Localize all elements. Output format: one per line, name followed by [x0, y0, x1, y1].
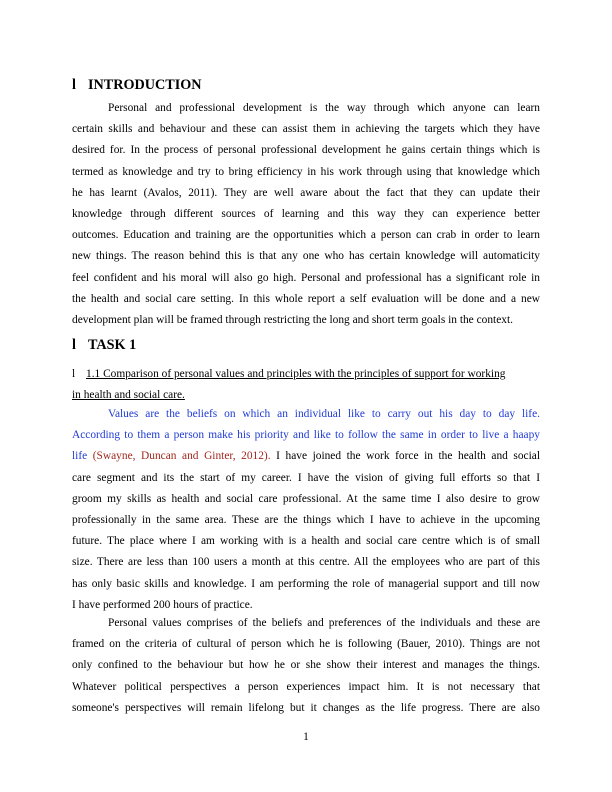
paragraph-line: size. There are less than 100 users a month at this centre. All the employees who are part of this	[72, 556, 540, 569]
paragraph-line: only confined to the behaviour but how he or she show their interest and manages the things.	[72, 659, 540, 672]
paragraph-line: Personal values comprises of the beliefs and preferences of the individuals and these are	[108, 617, 540, 629]
paragraph-line: termed as knowledge and try to bring efficiency in his work through using that knowledge which	[72, 165, 540, 178]
paragraph-line: has only basic skills and knowledge. I am performing the role of managerial support and till now	[72, 577, 540, 590]
paragraph-line: he has learnt (Avalos, 2011). They are well aware about the fact that they can update their	[72, 186, 540, 199]
introduction-heading	[72, 77, 202, 93]
paragraph-line: Values are the beliefs on which an individual like to carry out his day to day life.	[108, 408, 540, 420]
bullet-marker: l	[72, 77, 76, 93]
task-1-heading	[72, 337, 136, 353]
paragraph-line: the health and social care setting. In this whole report a self evaluation will be done and a new	[72, 292, 540, 305]
paragraph-line: outcomes. Education and training are the opportunities which a person can crab in order to learn	[72, 229, 540, 242]
subsection-title-line1: 1.1 Comparison of personal values and principles with the principles of support for working	[86, 368, 506, 380]
paragraph-line: According to them a person make his priority and like to follow the same in order to live a haapy	[72, 429, 540, 442]
blue-text: life	[72, 450, 93, 463]
subsection-title-line2: in health and social care.	[72, 389, 185, 402]
paragraph-line	[72, 446, 540, 467]
heading-text: INTRODUCTION	[88, 77, 202, 93]
paragraph-line: knowledge through different sources of learning and this way they can experience better	[72, 207, 540, 220]
paragraph-line: feel confident and his moral will also go high. Personal and professional has a significant role in	[72, 271, 540, 284]
paragraph-line: I have performed 200 hours of practice.	[72, 598, 253, 611]
paragraph-line: professionally in the same area. These are the things which I have to achieve in the upcoming	[72, 513, 540, 526]
paragraph-line: someone's perspectives will remain lifelong but it changes as the life progress. There are also	[72, 701, 540, 714]
page-number: 1	[303, 731, 309, 743]
paragraph-line: care segment and its the start of my career. I have the vision of giving full efforts so that I	[72, 471, 540, 484]
text-run: I have joined the work force in the health and social	[270, 450, 540, 463]
task-paragraph	[72, 404, 540, 616]
paragraph-line: Personal and professional development is the way through which anyone can learn	[108, 102, 540, 114]
paragraph-line: Whatever political perspectives a person experiences impact him. It is not necessary that	[72, 680, 540, 693]
paragraph-line: groom my skills as health and social care professional. At the same time I also desire to grow	[72, 492, 540, 505]
paragraph-line: development plan will be framed through restricting the long and short term goals in the context.	[72, 313, 513, 326]
paragraph-line: future. The place where I am working with is a health and social care centre which is of small	[72, 535, 540, 548]
citation: (Swayne, Duncan and Ginter, 2012).	[92, 450, 271, 463]
personal-values-paragraph	[72, 613, 540, 719]
paragraph-line: certain skills and behaviour and these can assist them in achieving the targets which they have	[72, 123, 540, 136]
paragraph-line: new things. The reason behind this is that any one who has certain knowledge will automaticity	[72, 250, 540, 263]
paragraph-line: framed on the criteria of cultural of person which he is following (Bauer, 2010). Things are not	[72, 638, 540, 651]
bullet-marker: l	[72, 337, 76, 353]
bullet-marker: l	[72, 368, 76, 380]
heading-text: TASK 1	[88, 337, 137, 353]
subsection-heading	[72, 364, 540, 406]
introduction-paragraph	[72, 98, 540, 331]
paragraph-line: desired for. In the process of personal professional development he gains certain things which is	[72, 144, 540, 157]
